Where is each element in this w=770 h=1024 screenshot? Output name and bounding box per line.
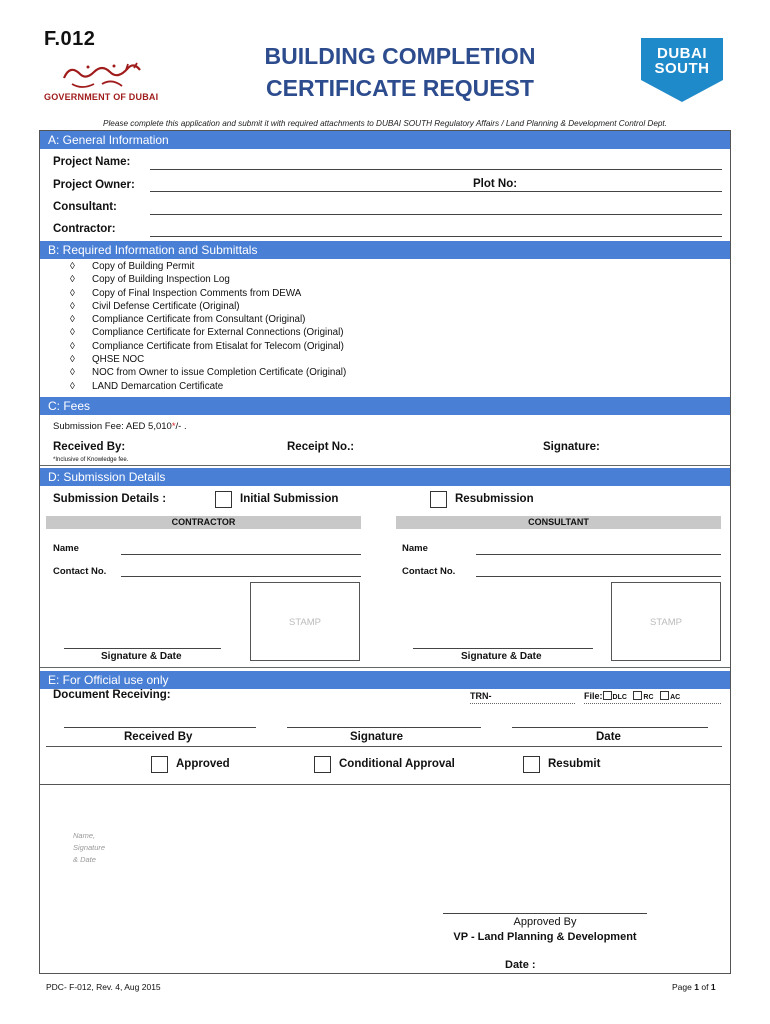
approved-checkbox[interactable] (151, 756, 168, 773)
project-name-label: Project Name: (53, 156, 131, 168)
dubai-south-logo-text: DUBAI SOUTH (654, 45, 710, 77)
signature-heading: Signature (350, 731, 404, 743)
consultant-label: Consultant: (53, 201, 117, 213)
name-signature-date-note: Name, Signature & Date (73, 831, 106, 864)
received-by-line[interactable] (64, 716, 256, 728)
contractor-signature-date-label: Signature & Date (101, 651, 182, 662)
fee-note: *Inclusive of Knowledge fee. (53, 457, 129, 463)
list-item: ◊ Compliance Certificate from Consultant (Original) (70, 314, 306, 326)
initial-submission-checkbox[interactable] (215, 491, 232, 508)
initial-submission-label: Initial Submission (240, 493, 339, 505)
list-item: ◊ QHSE NOC (70, 354, 145, 366)
consultant-signature-date-label: Signature & Date (461, 651, 542, 662)
consultant-contact-label: Contact No. (402, 566, 456, 577)
list-item: ◊ Civil Defense Certificate (Original) (70, 300, 240, 312)
contractor-signature-line[interactable] (64, 637, 221, 649)
contractor-input[interactable] (150, 225, 722, 237)
list-item: ◊ Copy of Building Inspection Log (70, 274, 230, 286)
contractor-contact-label: Contact No. (53, 566, 107, 577)
instruction-text: Please complete this application and submit it with required attachments to DUBAI SOUTH Regulatory Affairs / Land Planning & Development Control Dept. (102, 119, 667, 128)
form-code: F.012 (44, 28, 96, 50)
resubmission-label: Resubmission (455, 493, 534, 505)
vp-title: VP - Land Planning & Development (453, 931, 637, 943)
consultant-signature-line[interactable] (413, 637, 593, 649)
contractor-contact-input[interactable] (121, 565, 361, 577)
received-by-heading: Received By (124, 731, 193, 743)
section-b-header: B: Required Information and Submittals (40, 241, 730, 259)
trn-field[interactable]: TRN- (470, 691, 575, 704)
approved-by-label: Approved By (513, 916, 577, 928)
divider (40, 667, 730, 668)
divider (46, 746, 722, 747)
date-heading: Date (596, 731, 621, 743)
resubmission-checkbox[interactable] (430, 491, 447, 508)
list-item: ◊ LAND Demarcation Certificate (70, 380, 224, 392)
section-a-header: A: General Information (40, 131, 730, 149)
consultant-contact-input[interactable] (476, 565, 721, 577)
submittal-list (70, 260, 346, 393)
government-of-dubai-text: GOVERNMENT OF DUBAI (44, 92, 159, 102)
list-item: ◊ Copy of Building Permit (70, 261, 195, 272)
consultant-stamp-box[interactable]: STAMP (611, 582, 721, 661)
resubmit-label: Resubmit (548, 758, 601, 770)
list-item: ◊ NOC from Owner to issue Completion Certificate (Original) (70, 367, 347, 379)
list-item: ◊ Copy of Final Inspection Comments from DEWA (70, 287, 302, 299)
contractor-label: Contractor: (53, 223, 116, 235)
dlc-checkbox[interactable] (603, 691, 612, 700)
signature-label: Signature: (543, 441, 600, 453)
section-d-header: D: Submission Details (40, 468, 730, 486)
project-owner-label: Project Owner: (53, 179, 135, 191)
revision-text: PDC- F-012, Rev. 4, Aug 2015 (46, 982, 161, 992)
conditional-approval-checkbox[interactable] (314, 756, 331, 773)
submission-details-label: Submission Details : (53, 493, 167, 505)
approved-by-signature-line[interactable] (443, 902, 647, 914)
consultant-bar: CONSULTANT (396, 516, 721, 529)
resubmit-checkbox[interactable] (523, 756, 540, 773)
consultant-name-label: Name (402, 543, 428, 554)
contractor-name-input[interactable] (121, 543, 361, 555)
rc-checkbox[interactable] (633, 691, 642, 700)
approved-label: Approved (176, 758, 230, 770)
contractor-name-label: Name (53, 543, 79, 554)
consultant-input[interactable] (150, 203, 722, 215)
project-owner-input[interactable] (150, 180, 722, 192)
approval-date-label: Date : (505, 959, 536, 971)
conditional-approval-label: Conditional Approval (339, 758, 455, 770)
received-by-label: Received By: (53, 441, 126, 453)
file-field: File: DLC RC AC (584, 691, 721, 704)
submission-fee-text: Submission Fee: AED 5,010*/- . (53, 421, 187, 432)
divider (40, 784, 730, 785)
ac-checkbox[interactable] (660, 691, 669, 700)
contractor-bar: CONTRACTOR (46, 516, 361, 529)
contractor-stamp-box[interactable]: STAMP (250, 582, 360, 661)
signature-line[interactable] (287, 716, 481, 728)
section-e-header: E: For Official use only (40, 671, 730, 689)
receipt-no-label: Receipt No.: (287, 441, 355, 453)
page-title: BUILDING COMPLETION CERTIFICATE REQUEST (264, 43, 536, 101)
date-line[interactable] (512, 716, 708, 728)
document-receiving-label: Document Receiving: (53, 689, 171, 701)
list-item: ◊ Compliance Certificate from Etisalat for Telecom (Original) (70, 340, 344, 352)
divider (40, 465, 730, 466)
plot-no-label: Plot No: (473, 178, 521, 190)
section-c-header: C: Fees (40, 397, 730, 415)
project-name-input[interactable] (150, 158, 722, 170)
consultant-name-input[interactable] (476, 543, 721, 555)
list-item: ◊ Compliance Certificate for External Connections (Original) (70, 327, 344, 339)
page-number: Page 1 of 1 (672, 982, 716, 992)
